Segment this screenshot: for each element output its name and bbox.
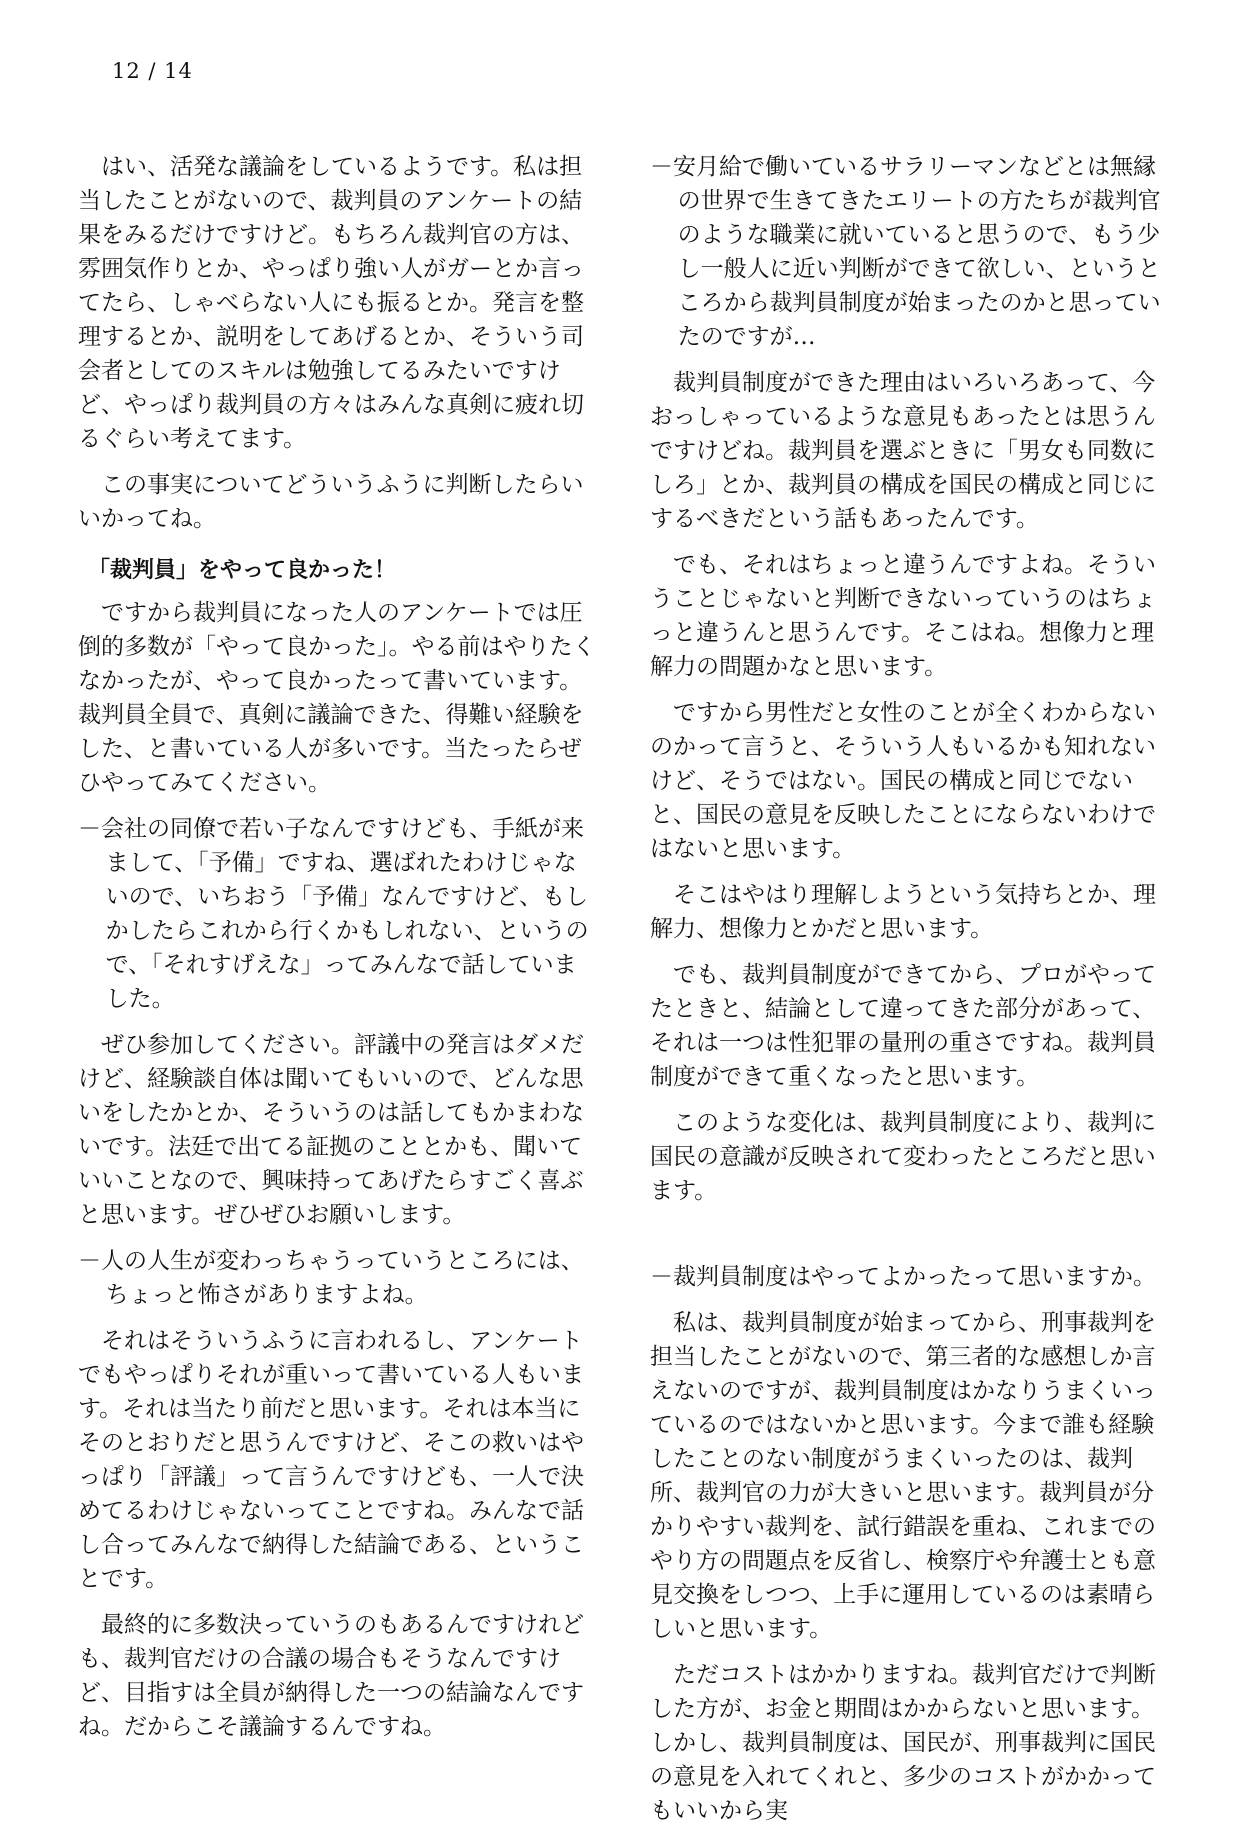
interviewer-question: －安月給で働いているサラリーマンなどとは無縁の世界で生きてきたエリートの方たちが裁判官のような職業に就いていると思うので、もう少し一般人に近い判断ができて欲しい、というところから裁判員制度が始まったのかと思っていたのですが… <box>650 154 1161 350</box>
body-paragraph: でも、裁判員制度ができてから、プロがやってたときと、結論として違ってきた部分があって、それは一つは性犯罪の量刑の重さですね。裁判員制度ができて重くなったと思います。 <box>650 962 1156 1090</box>
body-paragraph: この事実についてどういうふうに判断したらいいかってね。 <box>78 472 584 532</box>
interviewer-question: －裁判員制度はやってよかったって思いますか。 <box>650 1264 1156 1290</box>
body-paragraph: でも、それはちょっと違うんですよね。そういうことじゃないと判断できないっていうのはちょっと違うんと思うんです。そこはね。想像力と理解力の問題かなと思います。 <box>650 552 1156 680</box>
left-column <box>78 150 598 1756</box>
body-paragraph: このような変化は、裁判員制度により、裁判に国民の意識が反映されて変わったところだと思います。 <box>650 1110 1156 1204</box>
body-paragraph: 最終的に多数決っていうのもあるんですけれども、裁判官だけの合議の場合もそうなんですけど、目指すは全員が納得した一つの結論なんですね。だからこそ議論するんですね。 <box>78 1612 584 1740</box>
body-paragraph: 裁判員制度ができた理由はいろいろあって、今おっしゃっているような意見もあったとは思うんですけどね。裁判員を選ぶときに「男女も同数にしろ」とか、裁判員の構成を国民の構成と同じにするべきだという話もあったんです。 <box>650 370 1156 532</box>
interviewer-question: －会社の同僚で若い子なんですけども、手紙が来まして、「予備」ですね、選ばれたわけじゃないので、いちおう「予備」なんですけど、もしかしたらこれから行くかもしれない、というので、「それすげえな」ってみんなで話していました。 <box>78 816 589 1012</box>
body-paragraph: ただコストはかかりますね。裁判官だけで判断した方が、お金と期間はかからないと思います。しかし、裁判員制度は、国民が、刑事裁判に国民の意見を入れてくれと、多少のコストがかかってもいいから実 <box>650 1662 1156 1824</box>
page-number: 12 / 14 <box>112 59 193 83</box>
section-spacer <box>650 1220 1170 1260</box>
body-paragraph: はい、活発な議論をしているようです。私は担当したことがないので、裁判員のアンケートの結果をみるだけですけど。もちろん裁判官の方は、雰囲気作りとか、やっぱり強い人がガーとか言ってたら、しゃべらない人にも振るとか。発言を整理するとか、説明をしてあげるとか、そういう司会者としてのスキルは勉強してるみたいですけど、やっぱり裁判員の方々はみんな真剣に疲れ切るぐらい考えてます。 <box>78 154 584 452</box>
body-paragraph: 私は、裁判員制度が始まってから、刑事裁判を担当したことがないので、第三者的な感想しか言えないのですが、裁判員制度はかなりうまくいっているのではないかと思います。今まで誰も経験したことのない制度がうまくいったのは、裁判所、裁判官の力が大きいと思います。裁判員が分かりやすい裁判を、試行錯誤を重ね、これまでのやり方の問題点を反省し、検察庁や弁護士とも意見交換をしつつ、上手に運用しているのは素晴らしいと思います。 <box>650 1310 1156 1642</box>
section-heading: 「裁判員」をやって良かった！ <box>88 558 397 583</box>
body-paragraph: ですから裁判員になった人のアンケートでは圧倒的多数が「やって良かった」。やる前はやりたくなかったが、やって良かったって書いています。裁判員全員で、真剣に議論できた、得難い経験をした、と書いている人が多いです。当たったらぜひやってみてください。 <box>78 600 596 796</box>
interviewer-question: －人の人生が変わっちゃうっていうところには、ちょっと怖さがありますよね。 <box>78 1248 584 1308</box>
body-paragraph: ですから男性だと女性のことが全くわからないのかって言うと、そういう人もいるかも知れないけど、そうではない。国民の構成と同じでないと、国民の意見を反映したことにならないわけではないと思います。 <box>650 700 1156 862</box>
right-column <box>650 150 1170 1840</box>
body-paragraph: ぜひ参加してください。評議中の発言はダメだけど、経験談自体は聞いてもいいので、どんな思いをしたかとか、そういうのは話してもかまわないです。法廷で出てる証拠のこととかも、聞いていいことなので、興味持ってあげたらすごく喜ぶと思います。ぜひぜひお願いします。 <box>78 1032 584 1228</box>
body-paragraph: それはそういうふうに言われるし、アンケートでもやっぱりそれが重いって書いている人もいます。それは当たり前だと思います。それは本当にそのとおりだと思うんですけど、そこの救いはやっぱり「評議」って言うんですけども、一人で決めてるわけじゃないってことですね。みんなで話し合ってみんなで納得した結論である、ということです。 <box>78 1328 584 1592</box>
body-paragraph: そこはやはり理解しようという気持ちとか、理解力、想像力とかだと思います。 <box>650 882 1156 942</box>
